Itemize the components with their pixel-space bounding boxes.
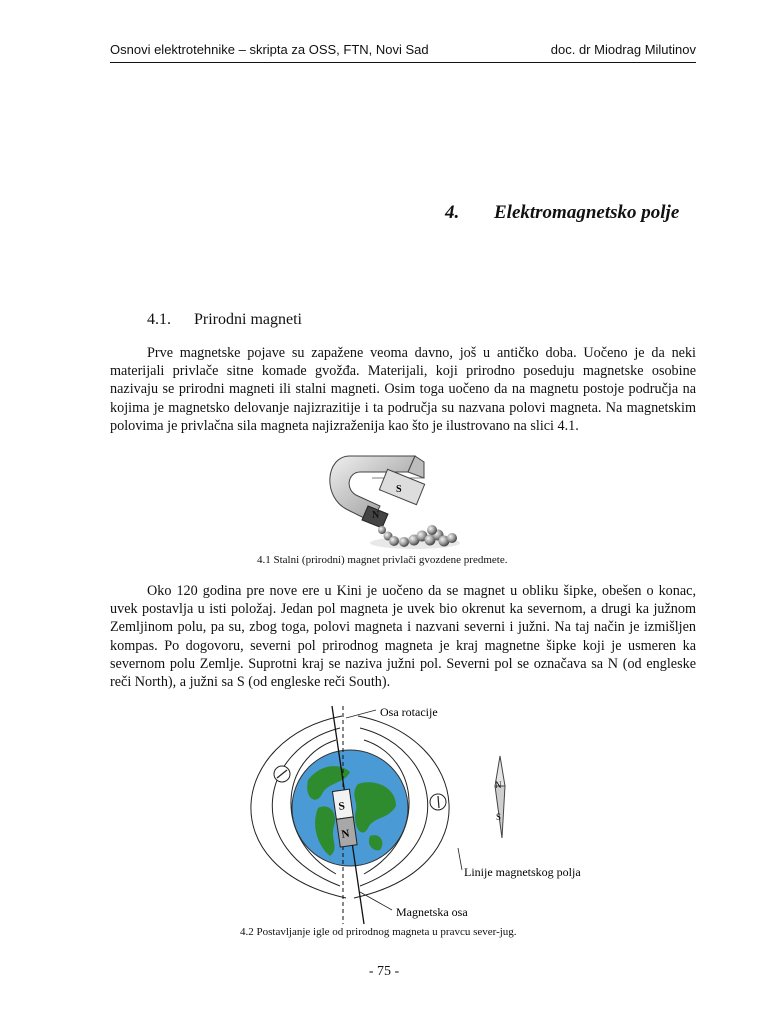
label-magnetic-axis: Magnetska osa — [396, 905, 468, 919]
compass-n: N — [495, 780, 502, 790]
figure1-caption: 4.1 Stalni (prirodni) magnet privlači gvozdene predmete. — [257, 554, 508, 566]
paragraph-2: Oko 120 godina pre nove ere u Kini je uočeno da se magnet u obliku šipke, obešen o konac, uvek postavlja u isti položaj. Jedan pol magneta je uvek bio okrenut ka severnom, a drugi ka južnom Zemljinom polu, pa su, zbog toga, polovi magneta i nazvani severni i južni. Na taj način je izmišljen kompas. Po dogovoru, severni pol prirodnog magneta je kraj magnetne šipke koji je usmeren ka severnom polu Zemlje. Suprotni kraj se naziva južni pol. Severni pol se označava sa N (od engleske reči North), a južni sa S (od engleske reči South). — [110, 583, 696, 691]
label-rotation-axis: Osa rotacije — [380, 705, 438, 719]
figure1-pole-s: S — [396, 484, 402, 495]
chapter-heading — [445, 202, 679, 224]
section-heading — [147, 311, 302, 329]
figure2-pole-n: N — [340, 827, 351, 841]
figure2-pole-s: S — [337, 800, 346, 813]
chapter-number: 4. — [445, 202, 460, 223]
chapter-title: Elektromagnetsko polje — [494, 202, 680, 223]
header-title: Osnovi elektrotehnike – skripta za OSS, FTN, Novi Sad — [110, 42, 429, 57]
label-field-lines: Linije magnetskog polja — [464, 865, 581, 879]
page-header — [110, 40, 696, 63]
section-title: Prirodni magneti — [194, 311, 302, 328]
compass-s: S — [496, 812, 502, 822]
page-number: - 75 - — [368, 964, 400, 979]
figure-earth-magnetic-field — [200, 698, 620, 926]
figure-horseshoe-magnet — [320, 448, 470, 553]
figure2-caption: 4.2 Postavljanje igle od prirodnog magneta u pravcu sever-jug. — [240, 926, 517, 938]
paragraph-1: Prve magnetske pojave su zapažene veoma davno, još u antičko doba. Uočeno je da neki materijali privlače sitne komade gvožđa. Materijali, koji prirodno poseduju magnetske osobine nazivaju se prirodni magneti ili stalni magneti. Osim toga uočeno da na magnetu postoje područja na kojima je magnetsko delovanje najizrazitije i ta područja su nazvana polovi magneta. Na magnetskim polovima je privlačna sila magneta najizraženija kao što je ilustrovano na slici 4.1. — [110, 345, 696, 434]
header-author: doc. dr Miodrag Milutinov — [550, 42, 696, 57]
section-number: 4.1. — [147, 311, 171, 328]
figure1-pole-n: N — [372, 510, 380, 521]
